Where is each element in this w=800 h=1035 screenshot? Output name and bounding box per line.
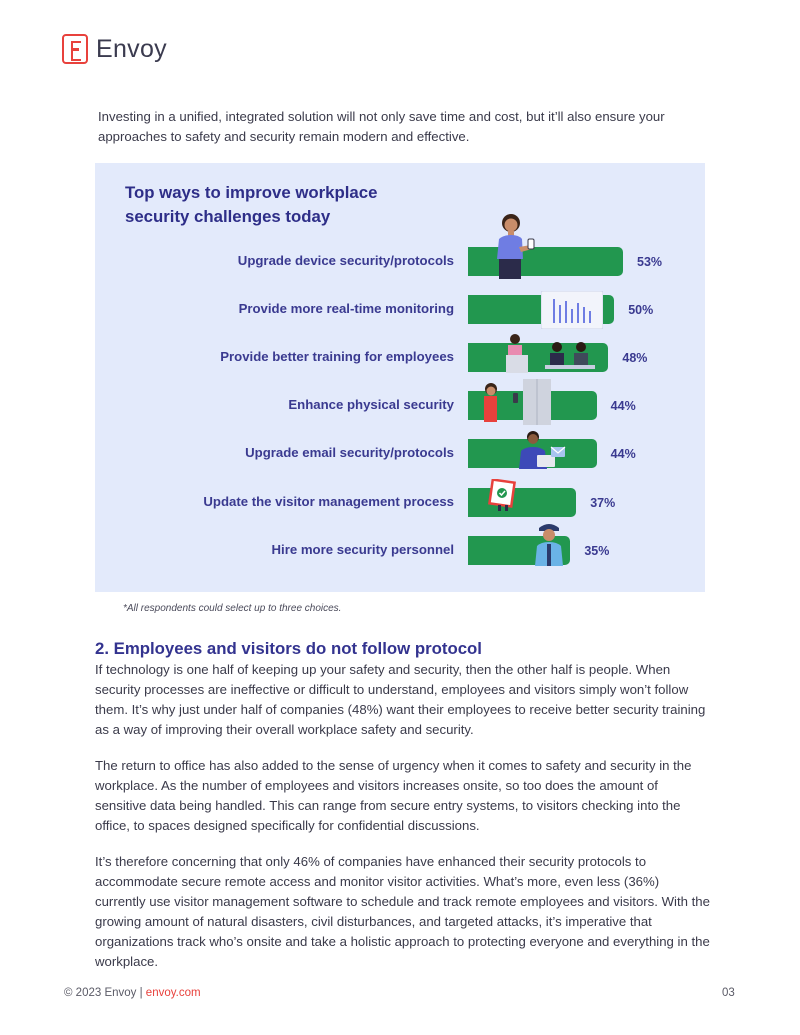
brand-name: Envoy <box>96 34 167 63</box>
chart-footnote: *All respondents could select up to three choices. <box>123 603 342 614</box>
chart-title: Top ways to improve workplace security challenges today <box>125 183 378 226</box>
email-security-illustration <box>515 429 569 471</box>
monitoring-dashboard-illustration <box>541 291 603 329</box>
page-number: 03 <box>722 987 735 999</box>
bar-value-label: 53% <box>637 255 663 269</box>
bar-value-label: 37% <box>590 496 616 510</box>
person-phone-illustration <box>491 211 541 279</box>
section-paragraph-2: The return to office has also added to the sense of urgency when it comes to safety and security in the workplace. As the number of employees and visitors increases onsite, so too does the amount of sensitive data being handled. This can range from secure entry systems, to visitors checking into the office, to spaces designed specifically for confidential discussions. <box>95 758 692 833</box>
bar-label: Upgrade email security/protocols <box>245 445 454 460</box>
footer-copyright <box>64 987 201 999</box>
bar-label: Provide better training for employees <box>220 349 454 364</box>
intro-paragraph: Investing in a unified, integrated solution will not only save time and cost, but it’ll also ensure your approaches to safety and security remain modern and effective. <box>98 109 665 144</box>
security-guard-illustration <box>531 518 567 566</box>
section-heading: 2. Employees and visitors do not follow protocol <box>95 639 482 658</box>
envoy-logo <box>62 33 167 65</box>
section-paragraph-3: It’s therefore concerning that only 46% of companies have enhanced their security protocols to accommodate secure remote access and monitor visitor activities. What’s more, even less (36%) currently use visitor management software to schedule and track remote employees and visitors. With the growing amount of natural disasters, civil disturbances, and targeted attacks, it’s imperative that organizations track who’s onsite and take a holistic approach to protecting everyone and everything in the workplace. <box>95 854 710 969</box>
bar-label: Update the visitor management process <box>203 494 454 509</box>
copyright-text: © 2023 Envoy | <box>64 987 146 999</box>
bar-value-label: 35% <box>584 544 610 558</box>
bar-label: Upgrade device security/protocols <box>237 253 454 268</box>
envoy-logo-icon <box>62 34 88 64</box>
bar-value-label: 50% <box>628 303 654 317</box>
envoy-website-link[interactable]: envoy.com <box>145 987 201 999</box>
bar <box>468 488 576 517</box>
bar-label: Hire more security personnel <box>271 542 454 557</box>
bar-value-label: 44% <box>610 447 636 461</box>
bar-value-label: 48% <box>622 351 648 365</box>
physical-security-illustration <box>479 379 551 425</box>
chart-panel <box>95 163 705 592</box>
bar-value-label: 44% <box>610 399 636 413</box>
section-paragraph-1: If technology is one half of keeping up your safety and security, then the other half is people. When security processes are ineffective or difficult to understand, employees and visitors simply won’t follow them. It’s why just under half of companies (48%) want their employees to receive better security training as a way of improving their overall workplace safety and security. <box>95 662 706 737</box>
visitor-management-illustration <box>488 479 518 511</box>
bar-label: Provide more real-time monitoring <box>238 301 454 316</box>
bar-label: Enhance physical security <box>288 397 454 412</box>
training-group-illustration <box>499 331 599 375</box>
